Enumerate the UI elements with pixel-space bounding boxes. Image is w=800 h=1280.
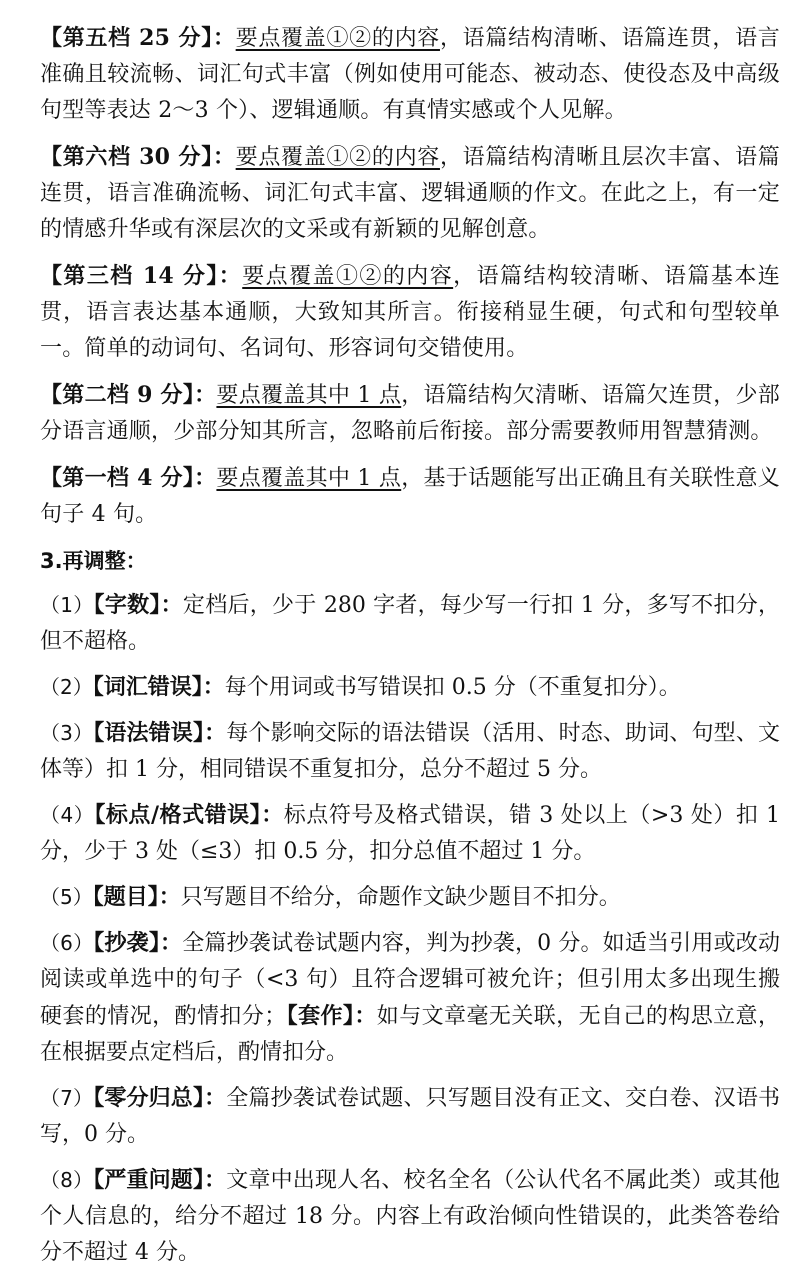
rule-item-punctuation-format	[40, 797, 780, 870]
level-2-tag: 【第二档 9 分】：	[40, 382, 217, 408]
rule-tag: 【抄袭】：	[93, 930, 183, 956]
level-3-tag: 【第三档 14 分】：	[40, 263, 243, 289]
rule-text: 只写题目不给分，命题作文缺少题目不扣分。	[180, 885, 621, 910]
rule-number: （6）	[40, 931, 94, 955]
rule-tag: 【标点/格式错误】：	[94, 802, 284, 828]
level-5-description: ，语篇结构清晰、语篇连贯，语言准确且较流畅、词汇句式丰富（例如使用可能态、被动态、使役态及中高级句型等表达 2～3 个）、逻辑通顺。有真情实感或个人见解。	[40, 26, 780, 123]
level-5-tag: 【第五档 25 分】：	[40, 25, 236, 51]
rule-tag: 【语法错误】：	[93, 720, 227, 746]
rule-item-word-count	[40, 587, 780, 660]
rule-text: 全篇抄袭试卷试题、只写题目没有正文、交白卷、汉语书写，0 分。	[40, 1086, 780, 1147]
level-1-key-point: 要点覆盖其中 1 点	[216, 466, 402, 491]
rule-text: 每个用词或书写错误扣 0.5 分（不重复扣分）。	[224, 675, 681, 700]
rule-text: 每个影响交际的语法错误（活用、时态、助词、句型、文体等）扣 1 分，相同错误不重复扣分，总分不超过 5 分。	[40, 721, 780, 782]
rule-text: 文章中出现人名、校名全名（公认代名不属此类）或其他个人信息的，给分不超过 18 分。内容上有政治倾向性错误的，此类答卷给分不超过 4 分。	[40, 1168, 780, 1265]
rule-item-serious-issues	[40, 1162, 780, 1271]
level-1-description: ，基于话题能写出正确且有关联性意义句子 4 句。	[40, 466, 781, 527]
level-1-tag: 【第一档 4 分】：	[40, 465, 217, 491]
rule-item-plagiarism	[40, 925, 780, 1071]
level-5-key-point: 要点覆盖①②的内容	[235, 26, 440, 51]
section-heading: 3.再调整：	[40, 549, 147, 573]
rule-tag: 【题目】：	[92, 884, 181, 910]
rule-text: 全篇抄袭试卷试题内容，判为抄袭，0 分。如适当引用或改动阅读或单选中的句子（<3 句）且符合逻辑可被允许；但引用太多出现生搬硬套的情况，酌情扣分；	[40, 931, 780, 1029]
level-3-description: ，语篇结构较清晰、语篇基本连贯，语言表达基本通顺，大致知其所言。衔接稍显生硬，句式和句型较单一。简单的动词句、名词句、形容词句交错使用。	[40, 264, 780, 361]
rule-text-template-writing: 如与文章毫无关联，无自己的构思立意，在根据要点定档后，酌情扣分。	[40, 1004, 780, 1065]
rule-number: （4）	[40, 803, 95, 827]
rule-tag: 【词汇错误】：	[92, 674, 225, 700]
level-5-paragraph	[40, 20, 780, 129]
rule-number: （8）	[40, 1168, 94, 1192]
level-6-description: ，语篇结构清晰且层次丰富、语篇连贯，语言准确流畅、词汇句式丰富、逻辑通顺的作文。在此之上，有一定的情感升华或有深层次的文采或有新颖的见解创意。	[40, 145, 780, 242]
rule-item-vocabulary-errors	[40, 669, 780, 706]
rule-item-zero-score	[40, 1080, 780, 1153]
level-6-paragraph	[40, 139, 780, 248]
rule-tag: 【零分归总】：	[93, 1085, 227, 1111]
rule-item-title	[40, 879, 780, 916]
rule-item-grammar-errors	[40, 715, 780, 788]
document-page	[40, 20, 780, 1280]
rule-number: （5）	[40, 885, 93, 909]
rule-tag: 【字数】：	[93, 592, 183, 618]
level-3-key-point: 要点覆盖①②的内容	[242, 264, 454, 289]
rule-number: （2）	[40, 675, 93, 699]
level-3-paragraph	[40, 258, 780, 367]
rule-text: 定档后，少于 280 字者，每少写一行扣 1 分，多写不扣分，但不超格。	[40, 593, 780, 654]
rule-number: （3）	[40, 721, 94, 745]
level-6-tag: 【第六档 30 分】：	[40, 144, 236, 170]
rule-text: 标点符号及格式错误，错 3 处以上（>3 处）扣 1 分，少于 3 处（≤3）扣 0.5 分，扣分总值不超过 1 分。	[40, 803, 780, 864]
level-2-key-point: 要点覆盖其中 1 点	[216, 383, 402, 408]
rule-tag: 【严重问题】：	[93, 1167, 227, 1193]
rule-tag-template-writing: 【套作】：	[286, 1003, 377, 1029]
level-1-paragraph	[40, 460, 780, 533]
rule-number: （7）	[40, 1086, 94, 1110]
level-2-description: ，语篇结构欠清晰、语篇欠连贯，少部分语言通顺，少部分知其所言，忽略前后衔接。部分需要教师用智慧猜测。	[40, 383, 781, 444]
rule-number: （1）	[40, 593, 94, 617]
level-6-key-point: 要点覆盖①②的内容	[235, 145, 440, 170]
level-2-paragraph	[40, 377, 780, 450]
